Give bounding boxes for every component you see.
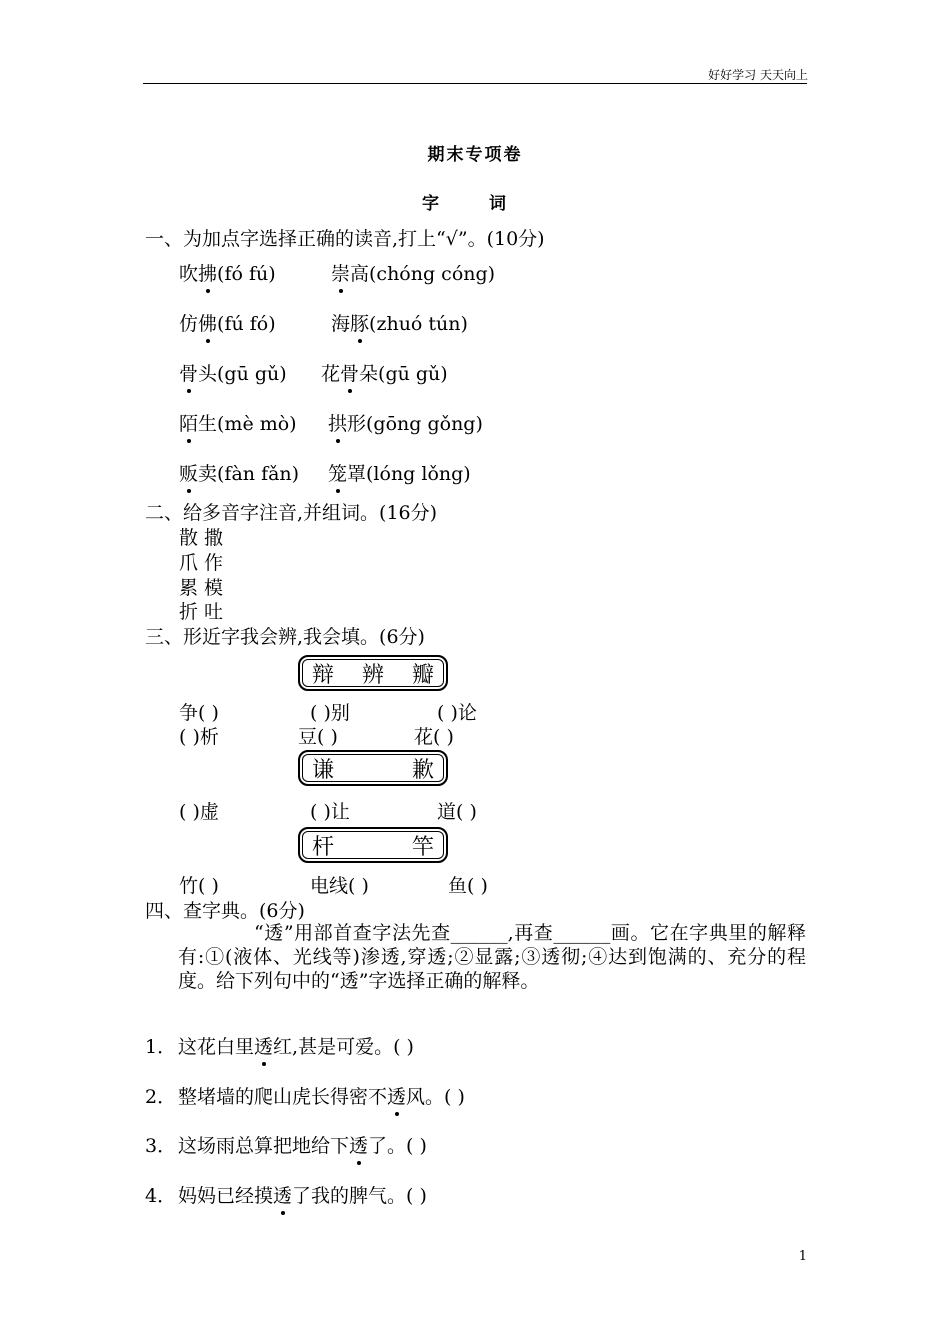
pinyin-item: 仿佛(fú fó) <box>179 309 276 336</box>
page-number: 1 <box>798 1249 807 1264</box>
emphasis-dot-char: 笼 <box>328 459 347 486</box>
emphasis-dot-char: 崇 <box>331 259 350 286</box>
item-number: 1． <box>145 1036 177 1058</box>
dictionary-question: 2． 整堵墙的爬山虎长得密不透风。( ) <box>145 1082 465 1109</box>
dictionary-question: 1． 这花白里透红,甚是可爱。( ) <box>145 1032 414 1059</box>
pinyin-item: 贩卖(fàn fǎn) <box>179 459 299 486</box>
box-char: 竿 <box>411 834 434 860</box>
emphasis-dot-char: 骨 <box>340 359 359 386</box>
box-char: 杆 <box>312 834 335 860</box>
box-char: 歉 <box>411 757 434 783</box>
section-2-row: 折 吐 <box>179 601 224 623</box>
emphasis-dot-char: 透 <box>273 1181 292 1208</box>
char-box-3 <box>298 827 448 863</box>
box-char: 瓣 <box>411 662 434 688</box>
char-box-2 <box>298 750 448 786</box>
pinyin-item: 崇高(chóng cóng) <box>331 259 495 286</box>
emphasis-dot-char: 拂 <box>198 259 217 286</box>
box-char: 辨 <box>361 662 384 688</box>
pinyin-item: 骨头(gū gǔ) <box>179 359 287 386</box>
emphasis-dot-char: 透 <box>387 1082 406 1109</box>
section-4-paragraph: “透”用部首查字法先查______,再查______画。它在字典里的解释有:①(液体、光线等)渗透,穿透;②显露;③透彻;④达到饱满的、充分的程度。给下列句中的“透”字选择正确的解释。 <box>178 922 806 992</box>
page-title: 期末专项卷 <box>427 145 523 165</box>
emphasis-dot-char: 骨 <box>179 359 198 386</box>
item-number: 3． <box>145 1135 177 1157</box>
char-box-1 <box>298 655 448 691</box>
fill-item: ( )析 <box>179 726 219 748</box>
emphasis-dot-char: 豚 <box>350 309 369 336</box>
section-2-row: 爪 作 <box>179 552 224 574</box>
emphasis-dot-char: 透 <box>254 1032 273 1059</box>
section-3-heading: 三、形近字我会辨,我会填。(6分) <box>145 626 425 648</box>
pinyin-item: 拱形(gōng gǒng) <box>328 409 483 436</box>
section-4-heading: 四、查字典。(6分) <box>145 900 305 922</box>
pinyin-item: 笼罩(lóng lǒng) <box>328 459 471 486</box>
box-char: 辩 <box>312 662 335 688</box>
fill-item: ( )别 <box>310 702 350 724</box>
fill-item: 争( ) <box>179 702 219 724</box>
pinyin-item: 陌生(mè mò) <box>179 409 297 436</box>
dictionary-question: 4． 妈妈已经摸透了我的脾气。( ) <box>145 1181 427 1208</box>
header-rule <box>143 83 807 84</box>
emphasis-dot-char: 透 <box>349 1131 368 1158</box>
section-2-heading: 二、给多音字注音,并组词。(16分) <box>145 502 438 524</box>
dictionary-question: 3． 这场雨总算把地给下透了。( ) <box>145 1131 427 1158</box>
fill-item: ( )让 <box>310 801 350 823</box>
fill-item: ( )论 <box>437 702 477 724</box>
header-motto: 好好学习 天天向上 <box>708 68 808 82</box>
item-number: 4． <box>145 1185 177 1207</box>
fill-item: 道( ) <box>437 801 477 823</box>
fill-item: 花( ) <box>414 726 454 748</box>
emphasis-dot-char: 贩 <box>179 459 198 486</box>
pinyin-item: 吹拂(fó fú) <box>179 259 276 286</box>
section-2-row: 散 撒 <box>179 527 224 549</box>
item-number: 2． <box>145 1086 177 1108</box>
fill-item: 竹( ) <box>179 875 219 897</box>
emphasis-dot-char: 拱 <box>328 409 347 436</box>
emphasis-dot-char: 陌 <box>179 409 198 436</box>
fill-item: 电线( ) <box>310 875 369 897</box>
fill-item: ( )虚 <box>179 801 219 823</box>
page-subtitle: 字 词 <box>422 194 528 214</box>
emphasis-dot-char: 佛 <box>198 309 217 336</box>
fill-item: 鱼( ) <box>448 875 488 897</box>
section-1-heading: 一、为加点字选择正确的读音,打上“√”。(10分) <box>145 228 545 250</box>
section-2-row: 累 模 <box>179 577 224 599</box>
fill-item: 豆( ) <box>298 726 338 748</box>
box-char: 谦 <box>312 757 335 783</box>
pinyin-item: 海豚(zhuó tún) <box>331 309 468 336</box>
pinyin-item: 花骨朵(gū gǔ) <box>321 359 448 386</box>
